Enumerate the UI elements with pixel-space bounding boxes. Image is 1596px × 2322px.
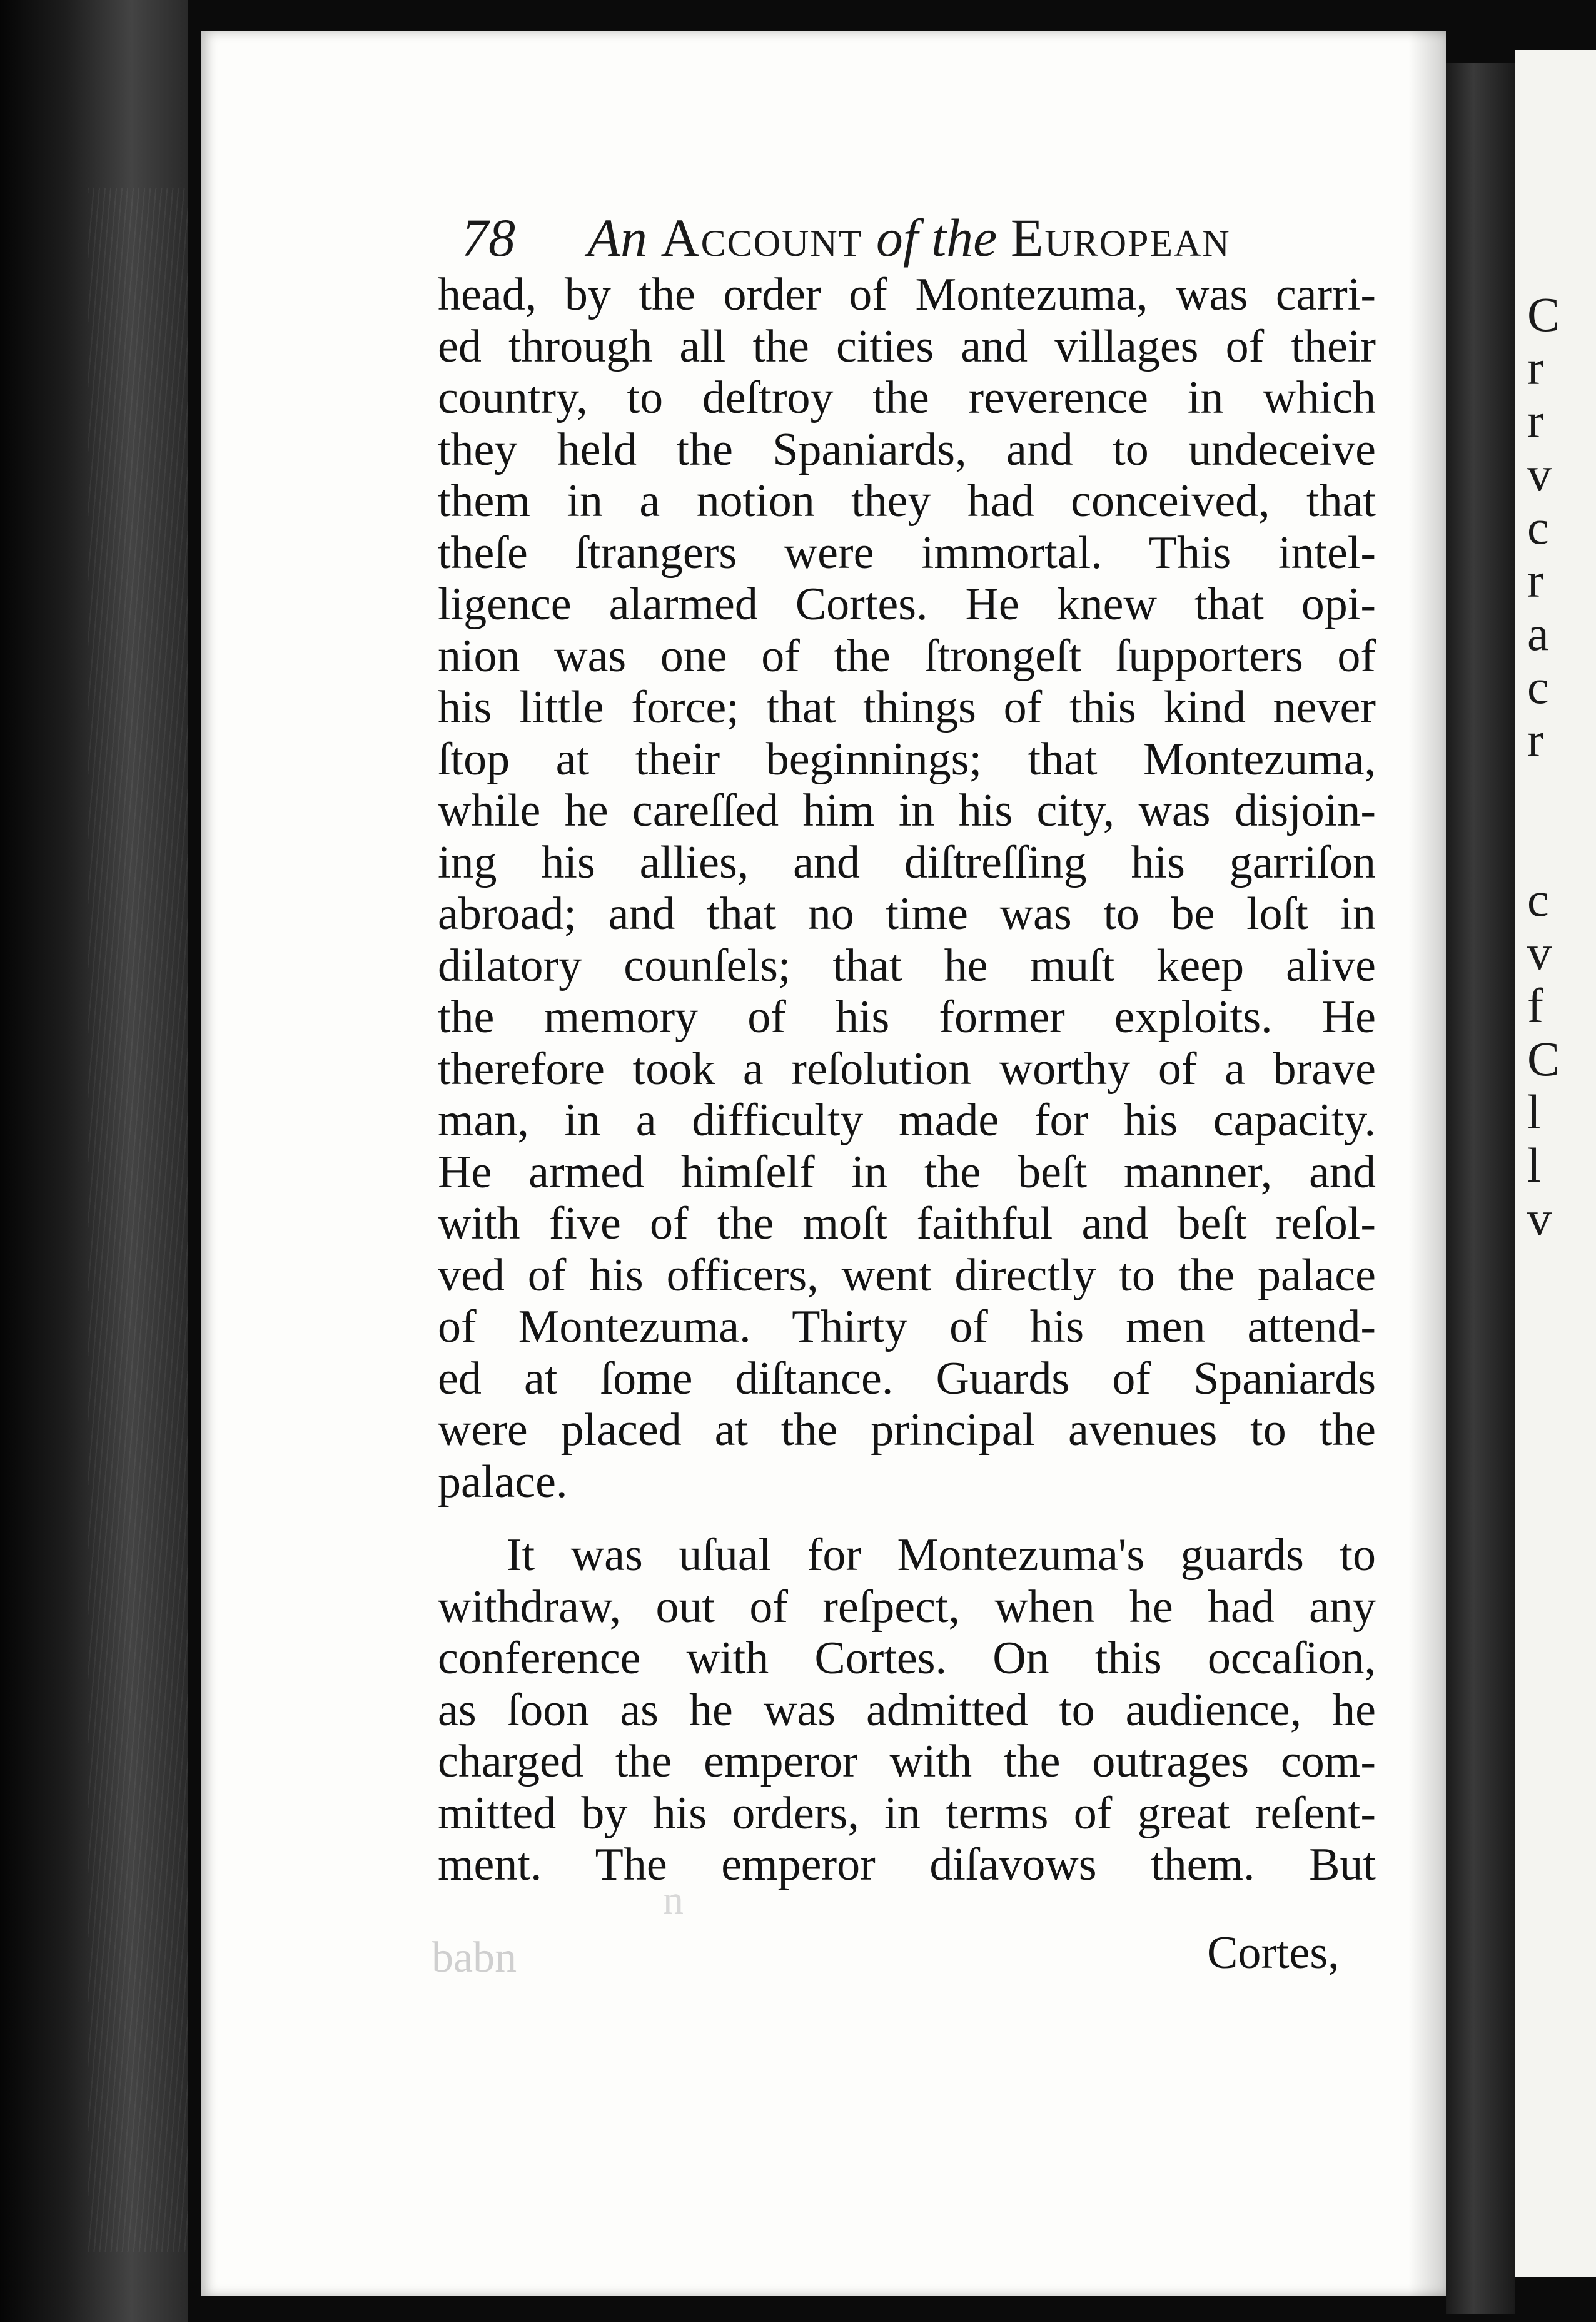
text-line: while he careſſed him in his city, was disjoin- [438, 785, 1376, 836]
show-through-text: n [663, 1877, 684, 1923]
text-line: with five of the moſt faithful and beſt reſol- [438, 1198, 1376, 1249]
text-line: dilatory counſels; that he muſt keep alive [438, 940, 1376, 991]
text-line: them in a notion they had conceived, that [438, 475, 1376, 527]
body-text [438, 269, 1376, 1891]
book-gutter [1446, 63, 1515, 2314]
running-head-prefix: An [587, 208, 648, 268]
text-line: ved of his officers, went directly to the palace [438, 1249, 1376, 1301]
text-line: withdraw, out of reſpect, when he had any [438, 1581, 1376, 1633]
text-line: theſe ſtrangers were immortal. This intel- [438, 527, 1376, 579]
text-line: the memory of his former exploits. He [438, 991, 1376, 1043]
text-line: as ſoon as he was admitted to audience, he [438, 1684, 1376, 1736]
text-line: ing his allies, and diſtreſſing his garriſon [438, 836, 1376, 888]
text-line: ment. The emperor diſavows them. But [438, 1839, 1376, 1890]
text-line: He armed himſelf in the beſt manner, and [438, 1146, 1376, 1198]
running-head [462, 206, 1275, 275]
paragraph-1 [438, 269, 1376, 1508]
text-line: ed at ſome diſtance. Guards of Spaniards [438, 1352, 1376, 1404]
text-line: therefore took a reſolution worthy of a brave [438, 1043, 1376, 1095]
text-line: palace. [438, 1456, 568, 1508]
text-line: head, by the order of Montezuma, was carri- [438, 269, 1376, 320]
show-through-text: babn [432, 1934, 517, 1982]
text-line: It was uſual for Montezuma's guards to [507, 1529, 1376, 1581]
running-head-account: Account [660, 208, 863, 268]
running-head-european: European [1010, 208, 1231, 268]
page-number: 78 [462, 208, 515, 268]
text-line: nion was one of the ſtrongeſt ſupporters of [438, 630, 1376, 682]
text-line: of Montezuma. Thirty of his men attend- [438, 1301, 1376, 1352]
catchword: Cortes, [1207, 1927, 1340, 1979]
text-line: charged the emperor with the outrages com- [438, 1736, 1376, 1787]
text-line: ed through all the cities and villages of their [438, 320, 1376, 372]
text-line: were placed at the principal avenues to the [438, 1404, 1376, 1456]
text-line: mitted by his orders, in terms of great reſent- [438, 1787, 1376, 1839]
text-line: they held the Spaniards, and to undeceive [438, 423, 1376, 475]
text-line: man, in a difficulty made for his capacity. [438, 1095, 1376, 1146]
running-head-of-the: of the [876, 208, 998, 268]
text-line: abroad; and that no time was to be loſt in [438, 888, 1376, 940]
text-line: ligence alarmed Cortes. He knew that opi- [438, 579, 1376, 630]
facing-page-letters: C r r v c r a c r c v f C l l v [1527, 288, 1560, 1245]
page-edges-texture [88, 188, 188, 2252]
facing-page-edge [1515, 50, 1596, 2277]
text-line: his little force; that things of this kind never [438, 682, 1376, 733]
text-line: country, to deſtroy the reverence in which [438, 372, 1376, 423]
text-line: ſtop at their beginnings; that Montezuma, [438, 733, 1376, 785]
paragraph-gap [438, 1508, 1376, 1529]
text-line: conference with Cortes. On this occaſion, [438, 1633, 1376, 1684]
page-shadow [1408, 31, 1446, 2296]
paragraph-2 [438, 1529, 1376, 1891]
